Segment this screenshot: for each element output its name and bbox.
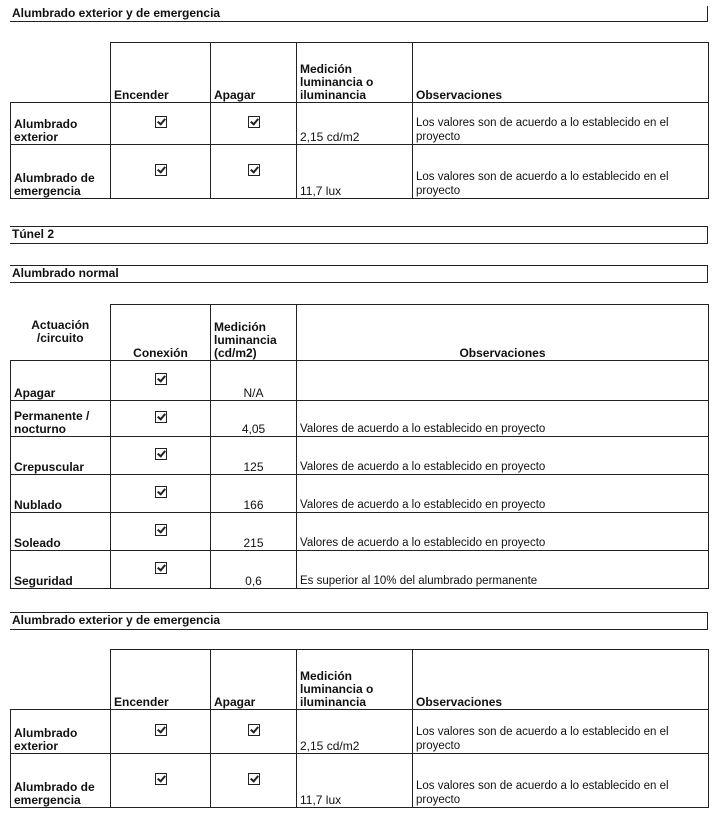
header-conexion: Conexión (111, 305, 211, 361)
row-label: Alumbrado de emergencia (11, 754, 111, 808)
header-medicion: Medición luminancia (cd/m2) (211, 305, 297, 361)
medicion-value: 215 (211, 513, 297, 551)
row-label: Alumbrado de emergencia (11, 145, 111, 199)
section-title-tunel-2: Túnel 2 (10, 226, 708, 244)
row-label: Nublado (11, 475, 111, 513)
observaciones-value: Es superior al 10% del alumbrado permanente (297, 551, 709, 589)
row-label: Soleado (11, 513, 111, 551)
observaciones-value: Los valores son de acuerdo a lo establecido en el proyecto (413, 710, 709, 754)
section-title-alumbrado-normal: Alumbrado normal (10, 265, 708, 283)
table-row (11, 401, 709, 437)
header-medicion: Medición luminancia o iluminancia (297, 650, 413, 710)
observaciones-value: Los valores son de acuerdo a lo establecido en el proyecto (413, 145, 709, 199)
checkbox-encender[interactable] (155, 724, 167, 736)
table-row (11, 710, 709, 754)
observaciones-value (297, 361, 709, 401)
checkbox-conexion[interactable] (155, 448, 167, 460)
medicion-value: 125 (211, 437, 297, 475)
checkbox-apagar[interactable] (248, 164, 260, 176)
checkbox-apagar[interactable] (248, 116, 260, 128)
checkbox-conexion[interactable] (155, 524, 167, 536)
header-medicion: Medición luminancia o iluminancia (297, 43, 413, 103)
section-title-exterior-2: Alumbrado exterior y de emergencia (10, 612, 708, 630)
row-label: Seguridad (11, 551, 111, 589)
medicion-value: 2,15 cd/m2 (297, 103, 413, 145)
header-observaciones: Observaciones (297, 305, 709, 361)
header-encender: Encender (111, 43, 211, 103)
medicion-value: 166 (211, 475, 297, 513)
checkbox-encender[interactable] (155, 116, 167, 128)
header-observaciones: Observaciones (413, 43, 709, 103)
checkbox-encender[interactable] (155, 773, 167, 785)
medicion-value: 0,6 (211, 551, 297, 589)
row-label: Permanente / nocturno (11, 401, 111, 437)
checkbox-conexion[interactable] (155, 411, 167, 423)
section-title-exterior-1: Alumbrado exterior y de emergencia (10, 6, 708, 22)
observaciones-value: Los valores son de acuerdo a lo establecido en el proyecto (413, 754, 709, 808)
table-row (11, 437, 709, 475)
normal-table (10, 304, 709, 589)
medicion-value: N/A (211, 361, 297, 401)
table-row (11, 754, 709, 808)
medicion-value: 4,05 (211, 401, 297, 437)
observaciones-value: Valores de acuerdo a lo establecido en proyecto (297, 513, 709, 551)
checkbox-conexion[interactable] (155, 486, 167, 498)
header-apagar: Apagar (211, 650, 297, 710)
exterior-table-1 (10, 42, 709, 199)
observaciones-value: Valores de acuerdo a lo establecido en proyecto (297, 475, 709, 513)
header-apagar: Apagar (211, 43, 297, 103)
observaciones-value: Valores de acuerdo a lo establecido en proyecto (297, 401, 709, 437)
observaciones-value: Los valores son de acuerdo a lo establecido en el proyecto (413, 103, 709, 145)
table-row (11, 103, 709, 145)
table-row (11, 551, 709, 589)
checkbox-apagar[interactable] (248, 724, 260, 736)
medicion-value: 2,15 cd/m2 (297, 710, 413, 754)
table-row (11, 513, 709, 551)
table-row (11, 361, 709, 401)
row-label: Alumbrado exterior (11, 710, 111, 754)
header-observaciones: Observaciones (413, 650, 709, 710)
row-label: Apagar (11, 361, 111, 401)
header-actuacion: Actuación /circuito (11, 305, 111, 361)
checkbox-conexion[interactable] (155, 562, 167, 574)
table-row (11, 145, 709, 199)
checkbox-encender[interactable] (155, 164, 167, 176)
medicion-value: 11,7 lux (297, 754, 413, 808)
row-label: Alumbrado exterior (11, 103, 111, 145)
observaciones-value: Valores de acuerdo a lo establecido en proyecto (297, 437, 709, 475)
checkbox-apagar[interactable] (248, 773, 260, 785)
checkbox-conexion[interactable] (155, 373, 167, 385)
exterior-table-2 (10, 649, 709, 808)
table-row (11, 475, 709, 513)
header-encender: Encender (111, 650, 211, 710)
medicion-value: 11,7 lux (297, 145, 413, 199)
row-label: Crepuscular (11, 437, 111, 475)
